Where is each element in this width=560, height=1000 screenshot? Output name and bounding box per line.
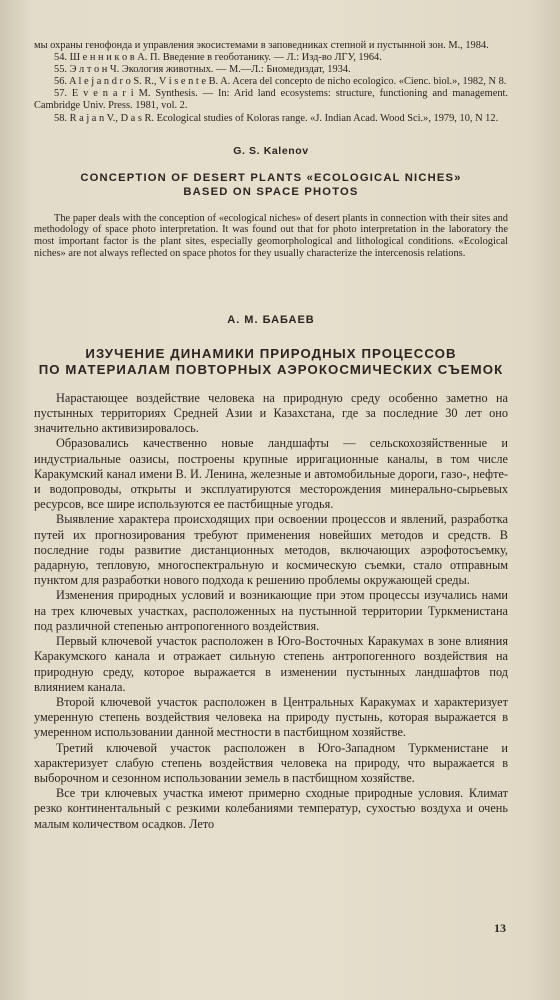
- body-paragraph: Второй ключевой участок расположен в Центральных Каракумах и характеризует умеренную степень воздействия человека на природу пустынь, которая выражается в умеренном использовании данной местности в пастбищном хозяйстве.: [34, 694, 508, 740]
- article-body: [34, 391, 508, 832]
- body-paragraph: Нарастающее воздействие человека на природную среду особенно заметно на пустынных территориях Средней Азии и Казахстана, где за последние 30 лет оно значительно активизировалось.: [34, 390, 508, 436]
- body-paragraph: Изменения природных условий и возникающие при этом процессы изучались нами на трех ключевых участках, расположенных на пустынной территории Туркменистана под различной степенью антропогенного воздействия.: [34, 588, 508, 633]
- body-paragraph: Все три ключевых участка имеют примерно сходные природные условия. Климат резко континентальный с резкими колебаниями температур, сухостью воздуха и очень малым количеством осадков. Лето: [34, 786, 508, 831]
- reference-item: 55. Э л т о н Ч. Экология животных. — М.—Л.: Биомедиздат, 1934.: [54, 64, 351, 76]
- reference-item: 57. E v e n a r i M. Synthesis. — In: Arid land ecosystems: structure, functioning and management. Cambridge Univ. Press. 1981, vol. 2.: [34, 88, 508, 112]
- russian-author: А. М. БАБАЕВ: [227, 313, 315, 326]
- english-title-line: BASED ON SPACE PHOTOS: [183, 185, 359, 198]
- body-paragraph: Первый ключевой участок расположен в Юго-Восточных Каракумах в зоне влияния Каракумского канала и отражает сильную степень антропогенного воздействия на природную среду, которое выражается в изменении пустынных ландшафтов под влиянием канала.: [34, 634, 508, 694]
- reference-list: [34, 40, 508, 125]
- reference-item: мы охраны генофонда и управления экосистемами в заповедниках степной и пустынной зон. М., 1984.: [34, 40, 489, 51]
- body-paragraph: Образовались качественно новые ландшафты — сельскохозяйственные и индустриальные оазисы, построены крупные ирригационные каналы, в том числе Каракумский канал имени В. И. Ленина, железные и автомобильные дороги, газо-, нефте- и водопроводы, открыты и эксплуатируются месторождения минерально-сырьевых ресурсов, все шире используются ее пастбищные угодья.: [34, 436, 508, 512]
- reference-item: 56. A l e j a n d r o S. R., V i s e n t e B. A. Acera del concepto de nicho ecologico. «Cienc. biol.», 1982, N 8.: [54, 76, 507, 88]
- reference-item: 54. Ш е н н и к о в А. П. Введение в геоботанику. — Л.: Изд-во ЛГУ, 1964.: [54, 52, 382, 64]
- russian-title-line: ИЗУЧЕНИЕ ДИНАМИКИ ПРИРОДНЫХ ПРОЦЕССОВ: [85, 345, 457, 361]
- body-paragraph: Выявление характера происходящих при освоении процессов и явлений, разработка путей их прогнозирования требуют применения новейших методов и средств. В последние годы развитие дистанционных методов, включающих аэрофотосъемку, радарную, тепловую, многоспектральную и космическую съемки, стало отправным пунктом для разработки нового подхода к решению проблемы окружающей среды.: [34, 512, 508, 588]
- english-abstract: The paper deals with the conception of «ecological niches» of desert plants in connection with their sites and methodology of space photo interpretation. It was found out that for photo interpretation in the laboratory the most important factor is the plant sites, especially geomorphological and lithological conditions. «Ecological niches» are not always reflected on space photos for they usually characterize the intercenosis relations.: [34, 212, 508, 260]
- russian-title: [34, 346, 508, 379]
- english-title-line: CONCEPTION OF DESERT PLANTS «ECOLOGICAL NICHES»: [80, 171, 462, 184]
- page-number: 13: [494, 921, 506, 935]
- reference-item: 58. R a j a n V., D a s R. Ecological studies of Koloras range. «J. Indian Acad. Wood Sci.», 1979, 10, N 12.: [54, 112, 499, 124]
- russian-title-line: ПО МАТЕРИАЛАМ ПОВТОРНЫХ АЭРОКОСМИЧЕСКИХ СЪЕМОК: [38, 362, 504, 378]
- english-author: G. S. Kalenov: [233, 144, 309, 157]
- english-title: [34, 171, 508, 199]
- body-paragraph: Третий ключевой участок расположен в Юго-Западном Туркменистане и характеризует слабую степень воздействия человека на природу, что выражается в выборочном и сезонном использовании земель в пастбищном хозяйстве.: [34, 740, 508, 785]
